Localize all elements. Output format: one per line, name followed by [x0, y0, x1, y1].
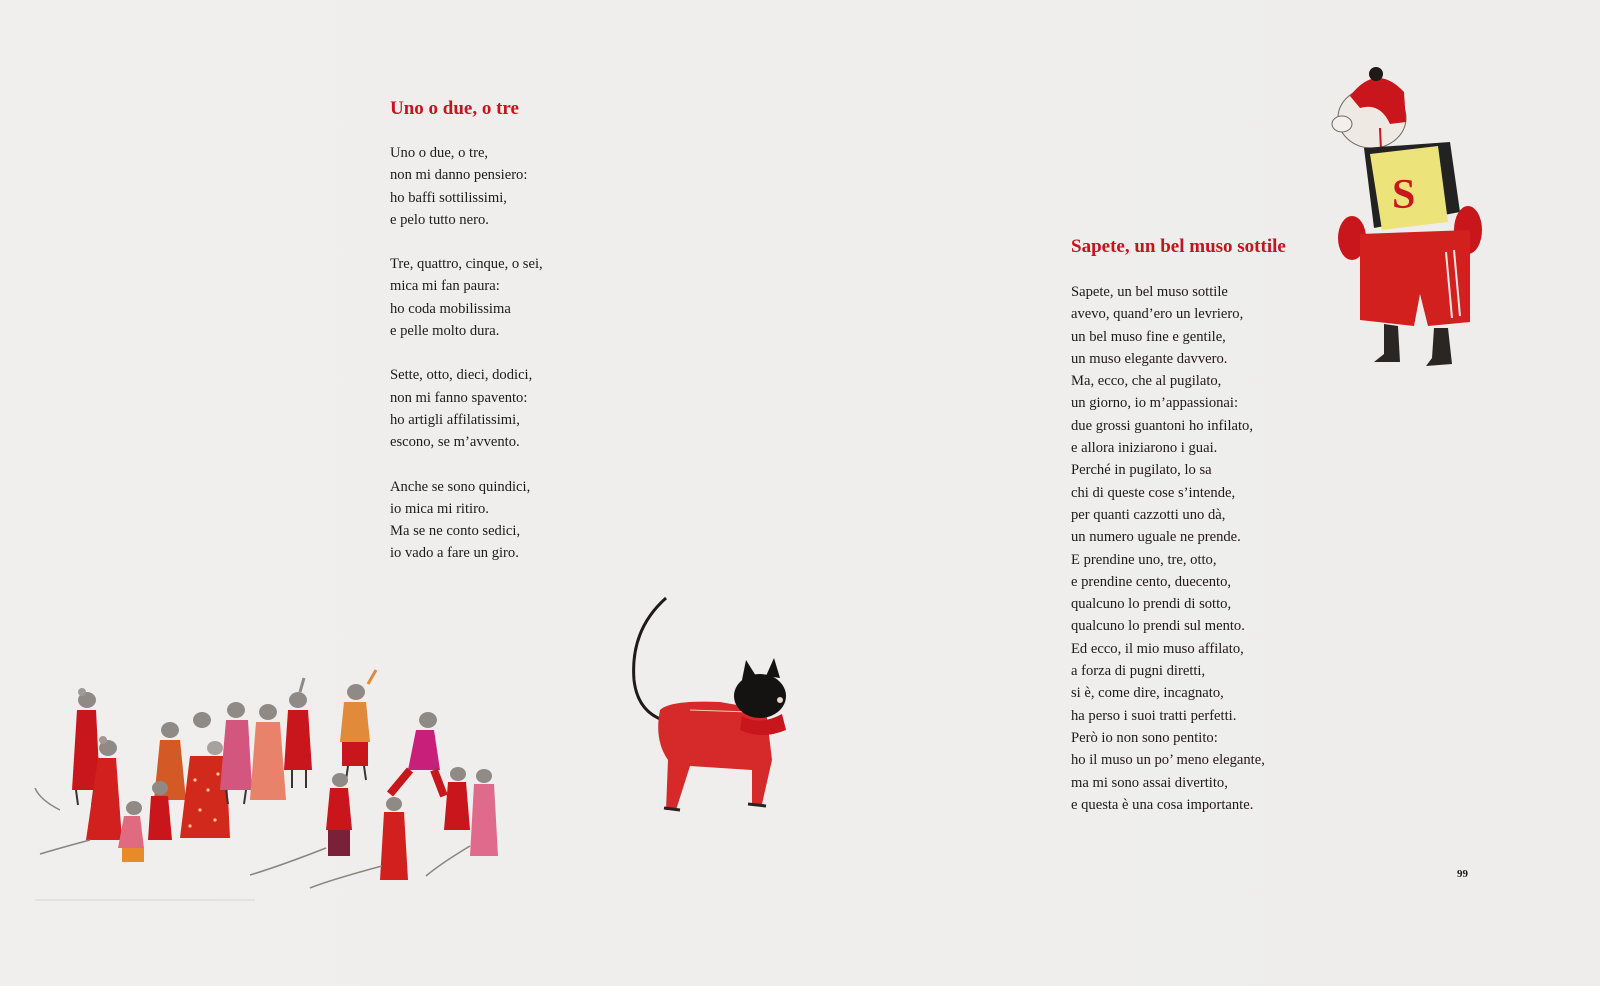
- poem-sapete-un-bel-muso: [1071, 236, 1286, 838]
- cat-illustration: [630, 590, 810, 830]
- verse-line: e questa è una cosa importante.: [1071, 796, 1254, 813]
- stanza: [390, 476, 543, 565]
- verse-line: ho coda mobilissima: [390, 300, 511, 317]
- verse-line: escono, se m’avvento.: [390, 434, 520, 451]
- verse-line: Tre, quattro, cinque, o sei,: [390, 256, 543, 273]
- verse-line: e prendine cento, duecento,: [1071, 573, 1232, 590]
- mouse-figure: [284, 678, 312, 788]
- page-number: 99: [1457, 868, 1468, 880]
- stanza: [390, 142, 543, 231]
- verse-line: ho il muso un po’ meno elegante,: [1071, 752, 1265, 769]
- poem-uno-o-due: [390, 98, 543, 587]
- verse-line: E prendine uno, tre, otto,: [1071, 551, 1217, 568]
- mouse-figure: [390, 712, 444, 796]
- stanza: [390, 253, 543, 342]
- verse-line: qualcuno lo prendi sul mento.: [1071, 618, 1245, 635]
- mouse-figure: [340, 670, 376, 780]
- cat-head: [734, 674, 786, 718]
- verse-line: Ed ecco, il mio muso affilato,: [1071, 640, 1244, 657]
- mouse-figure: [310, 797, 408, 888]
- mouse-figure: [220, 702, 252, 804]
- verse-line: ha perso i suoi tratti perfetti.: [1071, 707, 1237, 724]
- verse-line: mica mi fan paura:: [390, 278, 500, 295]
- verse-line: e allora iniziarono i guai.: [1071, 440, 1218, 457]
- verse-line: Ma se ne conto sedici,: [390, 523, 521, 540]
- verse-line: chi di queste cose s’intende,: [1071, 484, 1236, 501]
- verse-line: Però io non sono pentito:: [1071, 729, 1218, 746]
- verse-line: per quanti cazzotti uno dà,: [1071, 506, 1226, 523]
- verse-line: Uno o due, o tre,: [390, 145, 489, 161]
- verse-line: e pelle molto dura.: [390, 323, 500, 340]
- verse-line: Perché in pugilato, lo sa: [1071, 462, 1212, 479]
- verse-line: si è, come dire, incagnato,: [1071, 685, 1224, 702]
- verse-line: e pelo tutto nero.: [390, 211, 489, 228]
- verse-line: io vado a fare un giro.: [390, 545, 519, 562]
- poem-title: Sapete, un bel muso sottile: [1071, 236, 1286, 257]
- verse-line: a forza di pugni diretti,: [1071, 663, 1206, 680]
- bulldog-boxer-illustration: [1320, 62, 1520, 382]
- verse-line: un muso elegante davvero.: [1071, 350, 1228, 367]
- verse-line: qualcuno lo prendi di sotto,: [1071, 596, 1232, 613]
- stanza: [1071, 281, 1286, 816]
- shorts: [1360, 230, 1470, 326]
- verse-line: un giorno, io m’appassionai:: [1071, 395, 1238, 412]
- verse-line: ma mi sono assai divertito,: [1071, 774, 1228, 791]
- mouse-figure: [444, 767, 470, 830]
- verse-line: io mica mi ritiro.: [390, 500, 489, 517]
- mouse-figure: [35, 688, 100, 810]
- mouse-figure: [250, 704, 286, 800]
- verse-line: Anche se sono quindici,: [390, 478, 531, 495]
- verse-line: un numero uguale ne prende.: [1071, 529, 1241, 546]
- shirt-letter: S: [1392, 172, 1416, 218]
- verse-line: ho baffi sottilissimi,: [390, 189, 507, 206]
- mouse-figure: [118, 801, 144, 862]
- verse-line: non mi fanno spavento:: [390, 389, 528, 406]
- verse-line: non mi danno pensiero:: [390, 167, 528, 184]
- stanza: [390, 364, 543, 453]
- verse-line: Ma, ecco, che al pugilato,: [1071, 373, 1222, 390]
- mice-illustration: [30, 670, 530, 910]
- verse-line: avevo, quand’ero un levriero,: [1071, 306, 1244, 323]
- verse-line: un bel muso fine e gentile,: [1071, 328, 1226, 345]
- poem-title: Uno o due, o tre: [390, 98, 519, 119]
- verse-line: Sapete, un bel muso sottile: [1071, 284, 1228, 300]
- verse-line: due grossi guantoni ho infilato,: [1071, 417, 1253, 434]
- verse-line: Sette, otto, dieci, dodici,: [390, 367, 533, 384]
- verse-line: ho artigli affilatissimi,: [390, 411, 520, 428]
